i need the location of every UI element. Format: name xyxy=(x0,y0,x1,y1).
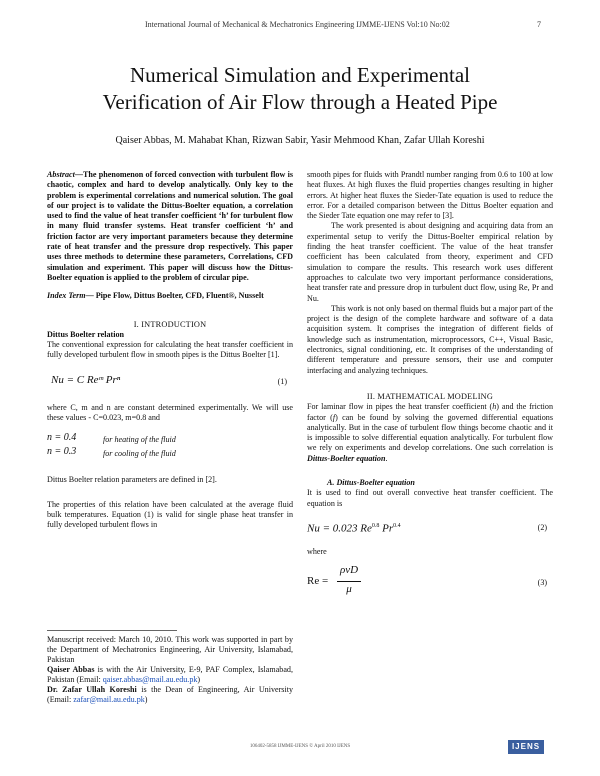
equation-2-number: (2) xyxy=(537,522,547,532)
section-1-heading: I. INTRODUCTION xyxy=(133,319,207,329)
footnote-author-2-name: Dr. Zafar Ullah Koreshi xyxy=(47,685,137,694)
footnote-author-1-text: is with the Air University, E-9, PAF Complex, Islamabad, Pakistan (Email: xyxy=(47,665,293,684)
section-1-subheading: Dittus Boelter relation xyxy=(47,329,125,339)
parameters-paragraph: Dittus Boelter relation parameters are defined in [2]. xyxy=(47,475,217,485)
equation-2-mid: Pr xyxy=(379,522,394,535)
modeling-text-a: For laminar flow in pipes the heat transfer coefficient ( xyxy=(307,402,493,412)
f-symbol: f xyxy=(332,412,336,422)
right-column xyxy=(307,170,553,603)
paper-title xyxy=(40,62,560,116)
equation-3 xyxy=(307,563,553,603)
footnote-author-1-close: ) xyxy=(197,675,201,684)
right-paragraph-2: The work presented is about designing and acquiring data from an experimental setup to verify the Dittus-Boelter empirical relation by finding the heat transfer coefficient. The value of the heat transfer coefficient has been calculated from theory, experiment and CFD simulation to compare the results. This research work uses different approaches to calculate two very important performance considerations, heat transfer rate and pressure drop in turbulent duct flow, using Re, Pr and Nu. xyxy=(307,221,553,303)
author-2-email-link[interactable]: zafar@mail.au.edu.pk xyxy=(73,695,145,704)
page-footer: 106402-5858 IJMME-IJENS © April 2010 IJENS xyxy=(249,744,351,749)
n-cooling: n = 0.3 xyxy=(47,446,77,458)
abstract-label: Abstract xyxy=(47,170,75,179)
modeling-text-end: . xyxy=(385,453,388,463)
intro-paragraph: The conventional expression for calculating the heat transfer coefficient in fully developed turbulent flow in smooth pipes is the Dittus Boelter [1]. xyxy=(47,340,293,360)
subsection-a-heading: A. Dittus-Boelter equation xyxy=(327,478,415,488)
subsection-a-paragraph: It is used to find out overall convective heat transfer coefficient. The equation is xyxy=(307,488,553,508)
footnote-received: Manuscript received: March 10, 2010. This work was supported in part by the Department of Mechatronics Engineering, Air University, Islamabad, Pakistan xyxy=(47,635,293,664)
footnote-author-1 xyxy=(47,665,293,685)
modeling-bold-term: Dittus-Boelter equation xyxy=(307,453,386,463)
fraction-bar xyxy=(337,581,361,582)
section-2-heading: II. MATHEMATICAL MODELING xyxy=(366,391,494,401)
n-heating: n = 0.4 xyxy=(47,432,77,444)
index-terms-label: Index Term xyxy=(47,291,86,301)
footnote-author-2 xyxy=(47,685,293,705)
equation-1 xyxy=(47,367,293,397)
equation-3-number: (3) xyxy=(537,578,547,588)
where-label: where xyxy=(307,546,327,556)
index-terms-text: — Pipe Flow, Dittus Boelter, CFD, Fluent®, Nusselt xyxy=(85,291,264,301)
exponent-values xyxy=(47,433,293,463)
n-heating-desc: for heating of the fluid xyxy=(103,435,176,445)
page-number: 7 xyxy=(537,20,541,29)
author-1-email-link[interactable]: qaiser.abbas@mail.au.edu.pk xyxy=(102,675,198,684)
footnote-author-2-text: is the Dean of Engineering, Air University (Email: xyxy=(47,685,293,704)
equation-1-expression: Nu = C Reᵐ Prⁿ xyxy=(51,373,121,386)
equation-1-number: (1) xyxy=(277,376,287,386)
properties-paragraph: The properties of this relation have been calculated at the average fluid bulk temperatures. Equation (1) is valid for single phase heat transfer in fully developed turbulent flows in xyxy=(47,499,293,530)
equation-3-lhs: Re = xyxy=(307,575,329,588)
footnote xyxy=(47,635,293,705)
left-column xyxy=(47,170,293,531)
n-cooling-desc: for cooling of the fluid xyxy=(103,449,176,459)
constants-paragraph: where C, m and n are constant determined experimentally. We will use these values - C=0.023, m=0.8 and xyxy=(47,402,293,423)
h-symbol: h xyxy=(492,402,497,412)
abstract xyxy=(47,170,293,283)
title-line-2: Verification of Air Flow through a Heated Pipe xyxy=(102,90,498,114)
right-paragraph-1: smooth pipes for fluids with Prandtl number ranging from 0.6 to 100 at low heat fluxes. At high fluxes the fluid properties changes resulting in higher errors. At higher heat fluxes the Sieder-Tate equation is used to reduce the error. For a detailed comparison between the Dittus Boelter equation and the Sieder Tate equation one may refer to [3]. xyxy=(307,170,553,221)
title-line-1: Numerical Simulation and Experimental xyxy=(130,63,470,87)
right-paragraph-3: This work is not only based on thermal fluids but a major part of the project is the design of the complete hardware and software of a data acquisition system. It comprises the integration of different fields of knowledge such as instrumentation, microprocessors, C++, Visual Basic, electronics, signal conditioning, etc. It comprises of the understanding of different temperature and pressure sensors, their use and computer interfacing and analyzing techniques. xyxy=(307,303,553,375)
abstract-text: —The phenomenon of forced convection with turbulent flow is chaotic, complex and hard to develop analytically. Only key to the problem is experimental correlations and numerical solution. The goal of our project is to validate the Dittus-Boelter equation, a correlation used to find the value of heat transfer coefficient ‘h’ for turbulent flow in many fluid transfer systems. Heat transfer coefficient ‘h’ and friction factor are very important parameters because they determine rate of heat transfer and the pressure drop respectively. This paper uses three methods to determine these parameters, Correlations, CFD simulation and experiment. This paper will discuss how the Dittus-Boelter equation is applied to the problem of circular pipe. xyxy=(47,170,293,282)
equation-2 xyxy=(307,513,553,543)
index-terms xyxy=(47,291,293,301)
author-list: Qaiser Abbas, M. Mahabat Khan, Rizwan Sabir, Yasir Mehmood Khan, Zafar Ullah Koreshi xyxy=(115,135,485,146)
equation-3-denominator: μ xyxy=(346,583,352,596)
equation-2-exp-2: 0.4 xyxy=(393,522,401,529)
equation-2-lhs: Nu = 0.023 Re xyxy=(307,522,372,535)
equation-2-expression xyxy=(307,521,401,534)
ijens-logo: IJENS xyxy=(508,740,544,754)
footnote-divider xyxy=(47,630,177,631)
journal-name: International Journal of Mechanical & Mechatronics Engineering IJMME-IJENS Vol:10 No:02 xyxy=(145,20,450,29)
footnote-author-2-close: ) xyxy=(144,695,148,704)
footnote-author-1-name: Qaiser Abbas xyxy=(47,665,95,674)
modeling-paragraph xyxy=(307,402,553,464)
equation-2-exp-1: 0.8 xyxy=(371,522,380,529)
modeling-text-c: ) can be found by solving the governed differential equations analytically. But in the case of turbulent flow things become chaotic and it is impossible to solve differential equation analytically. For turbulent flow we rely on experiments and develop correlations. One such correlation is xyxy=(307,412,554,453)
modeling-text-b: ) and the friction factor ( xyxy=(307,402,553,422)
equation-3-numerator: ρvD xyxy=(339,564,359,577)
